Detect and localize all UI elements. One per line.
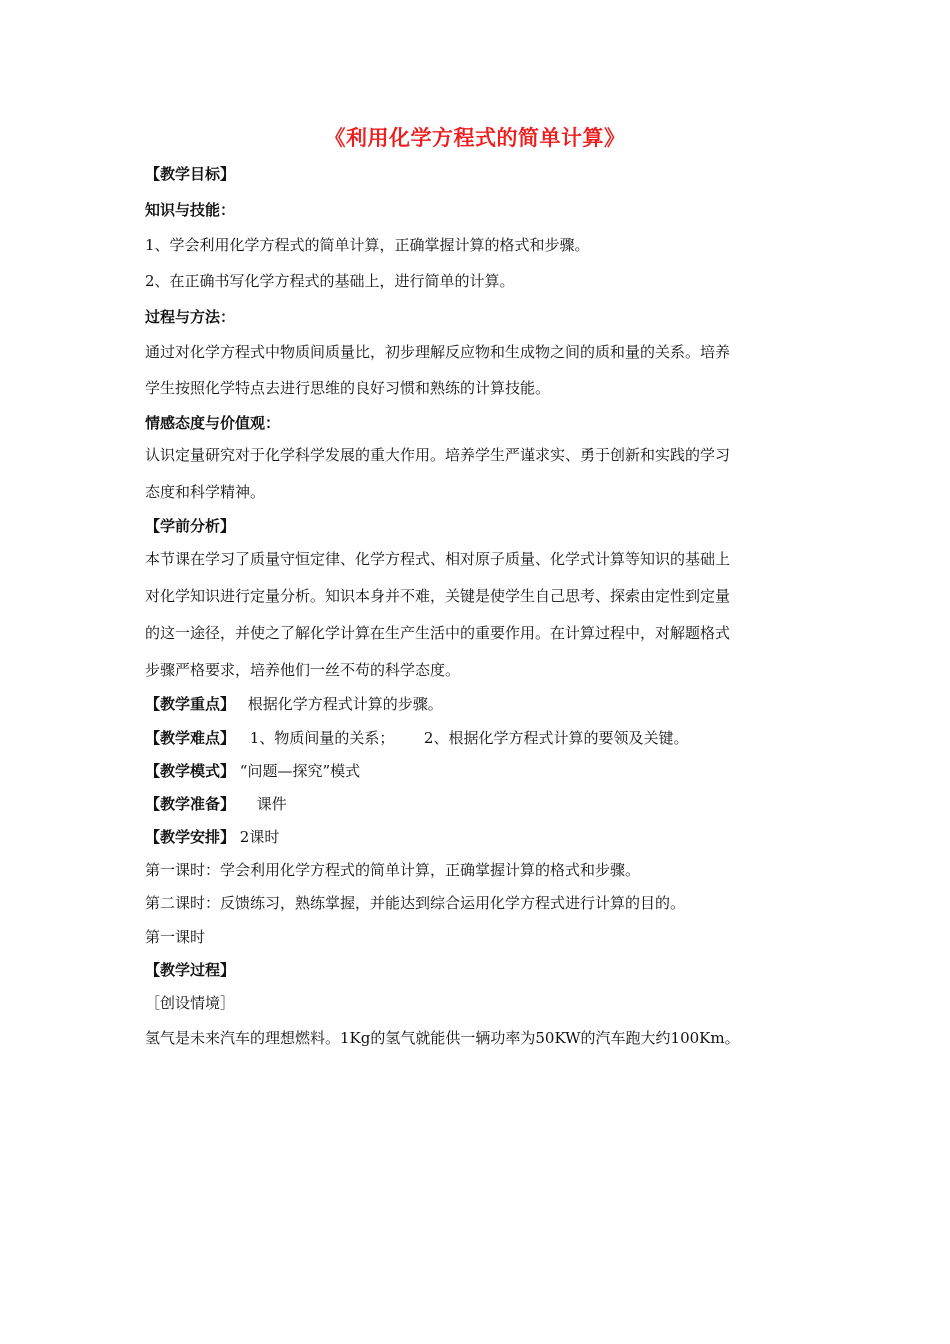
knowledge-item-1: 1、学会利用化学方程式的简单计算，正确掌握计算的格式和步骤。 bbox=[145, 236, 590, 254]
key-points-row bbox=[145, 693, 815, 714]
heading-objectives: 【教学目标】 bbox=[145, 165, 236, 183]
heading-process-method: 过程与方法： bbox=[145, 308, 236, 326]
emotion-paragraph-line-2: 态度和科学精神。 bbox=[145, 483, 266, 501]
difficulty-row bbox=[145, 727, 815, 748]
heading-difficulty: 【教学难点】 bbox=[145, 729, 236, 747]
lesson-2-description: 第二课时：反馈练习，熟练掌握，并能达到综合运用化学方程式进行计算的目的。 bbox=[145, 894, 686, 912]
heading-pre-analysis: 【学前分析】 bbox=[145, 517, 236, 535]
lesson-1-description: 第一课时：学会利用化学方程式的简单计算，正确掌握计算的格式和步骤。 bbox=[145, 861, 641, 879]
lesson-first-label: 第一课时 bbox=[145, 928, 206, 946]
document-title: 《利用化学方程式的简单计算》 bbox=[324, 126, 626, 150]
difficulty-item-1: 1、物质间量的关系； bbox=[249, 729, 395, 747]
emotion-paragraph-line-1: 认识定量研究对于化学科学发展的重大作用。培养学生严谨求实、勇于创新和实践的学习 bbox=[145, 446, 731, 464]
key-points-text: 根据化学方程式计算的步骤。 bbox=[247, 695, 443, 713]
arrangement-row bbox=[145, 826, 815, 847]
teaching-mode-row bbox=[145, 760, 815, 781]
heading-teaching-procedure: 【教学过程】 bbox=[145, 961, 236, 979]
analysis-paragraph-line-4: 步骤严格要求，培养他们一丝不苟的科学态度。 bbox=[145, 661, 461, 679]
heading-preparation: 【教学准备】 bbox=[145, 795, 236, 813]
heading-key-points: 【教学重点】 bbox=[145, 695, 236, 713]
analysis-paragraph-line-3: 的这一途径，并使之了解化学计算在生产生活中的重要作用。在计算过程中，对解题格式 bbox=[145, 624, 731, 642]
knowledge-item-2: 2、在正确书写化学方程式的基础上，进行简单的计算。 bbox=[145, 272, 515, 290]
analysis-paragraph-line-1: 本节课在学习了质量守恒定律、化学方程式、相对原子质量、化学式计算等知识的基础上 bbox=[145, 550, 731, 568]
process-paragraph-line-2: 学生按照化学特点去进行思维的良好习惯和熟练的计算技能。 bbox=[145, 379, 551, 397]
preparation-row bbox=[145, 793, 815, 814]
arrangement-text: 2课时 bbox=[239, 828, 280, 846]
scenario-text: 氢气是未来汽车的理想燃料。1Kg的氢气就能供一辆功率为50KW的汽车跑大约100Km。 bbox=[145, 1029, 740, 1047]
heading-teaching-mode: 【教学模式】 bbox=[145, 762, 236, 780]
heading-knowledge-skills: 知识与技能： bbox=[145, 201, 236, 219]
teaching-mode-text: “问题—探究”模式 bbox=[239, 762, 361, 780]
preparation-text: 课件 bbox=[256, 795, 287, 813]
scenario-label: ［创设情境］ bbox=[145, 994, 236, 1012]
heading-arrangement: 【教学安排】 bbox=[145, 828, 236, 846]
analysis-paragraph-line-2: 对化学知识进行定量分析。知识本身并不难，关键是使学生自己思考、探索由定性到定量 bbox=[145, 587, 731, 605]
difficulty-item-2: 2、根据化学方程式计算的要领及关键。 bbox=[423, 729, 689, 747]
process-paragraph-line-1: 通过对化学方程式中物质间质量比，初步理解反应物和生成物之间的质和量的关系。培养 bbox=[145, 343, 731, 361]
heading-emotion-values: 情感态度与价值观： bbox=[145, 414, 281, 432]
